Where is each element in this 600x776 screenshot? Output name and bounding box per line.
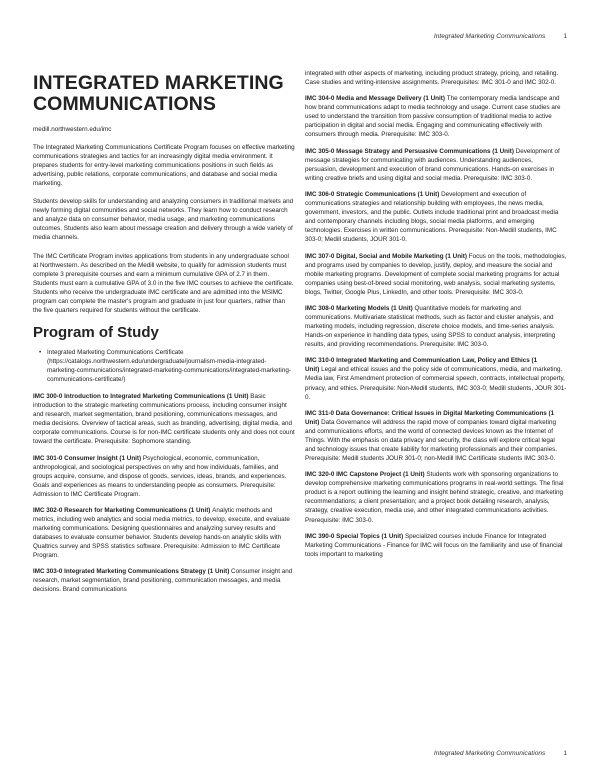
course-entry-imc-304 xyxy=(305,94,567,139)
course-title: IMC 305-0 Message Strategy and Persuasive Communications (1 Unit) xyxy=(305,147,514,155)
program-url[interactable]: medill.northwestern.edu/imc xyxy=(33,126,112,133)
course-description: Development of message strategies for communicating with audiences. Understanding audiences, persuasion, development and execution of brand communications. Hands-on exercises in writing creative briefs and using digital and social media. Prerequisite: IMC 303-0. xyxy=(305,147,560,182)
course-description: Students work with sponsoring organizations to develop comprehensive marketing communications programs in real-world settings. The final product is a report outlining the learning and insight behind strategic, creative, and marketing recommendations; a client presentation; and a project book detailing research, analysis, strategy, creative execution, media use, and other integrated communications activities. Prerequisite: IMC 303-0. xyxy=(305,471,564,524)
course-title: IMC 307-0 Digital, Social and Mobile Marketing (1 Unit) xyxy=(305,252,467,260)
course-entry-imc-303 xyxy=(33,567,295,594)
intro-paragraph: The Integrated Marketing Communications Certificate Program focuses on effective marketing communications strategies and tactics for an increasingly digital media environment. It prepares students for entry-level marketing communications positions in such fields as advertising, public relations, corporate communications, and database and social media marketing. xyxy=(33,144,295,188)
course-entry-imc-305 xyxy=(305,147,567,183)
course-entry-imc-300 xyxy=(33,392,295,446)
course-title: IMC 304-0 Media and Message Delivery (1 Unit) xyxy=(305,95,445,103)
course-title: IMC 320-0 IMC Capstone Project (1 Unit) xyxy=(305,471,425,479)
course-title: IMC 300-0 Introduction to Integrated Marketing Communications (1 Unit) xyxy=(33,393,249,401)
course-title: IMC 303-0 Integrated Marketing Communications Strategy (1 Unit) xyxy=(33,568,230,576)
running-header xyxy=(434,33,567,40)
course-title: IMC 308-0 Marketing Models (1 Unit) xyxy=(305,304,413,312)
program-list xyxy=(33,348,295,384)
course-description: Psychological, economic, communication, anthropological, and sociological perspectives on why and how individuals, families, and groups acquire, consume, and dispose of goods, services, ideas, brands, and experiences. Goals and experiences as means to understanding people as consumers. Prerequisite: Admission to IMC Certificate Program. xyxy=(33,454,287,498)
course-entry-imc-306 xyxy=(305,190,567,244)
course-description: Specialized courses include Finance for Integrated Marketing Communications - Finance for IMC will focus on the familiarity and use of financial tools important to marketing xyxy=(305,532,563,558)
course-title: IMC 302-0 Research for Marketing Communications (1 Unit) xyxy=(33,506,211,514)
course-title: IMC 390-0 Special Topics (1 Unit) xyxy=(305,532,404,540)
course-entry-imc-301 xyxy=(33,454,295,499)
course-description: Basic introduction to the strategic marketing communications process, including consumer insight and research, market segmentation, brand positioning, communications messages, and media decisions. Overview of tactical areas, such as branding, advertising, digital media, and corporate communications. Course is for non-IMC certificate students only and does not count toward the certificate. Prerequisite: Sophomore standing. xyxy=(33,393,295,446)
program-link-certificate[interactable]: • Integrated Marketing Communications Certificate (https://catalogs.northwestern.edu/undergraduate/journalism-media-integrated-marketing-communications/integrated-marketing-communications/integrated-marketing-communications-certificate/) xyxy=(39,348,295,384)
course-description: Analytic methods and metrics, including web analytics and social media metrics, to develop, execute, and evaluate marketing communications. Designing questionnaires and analyzing survey results and databases to evaluate consumer behavior. Students develop hands-on analytic skills with Qualtrics survey and SPSS statistics software. Prerequisite: Admission to IMC Certificate Program. xyxy=(33,506,290,560)
course-title: IMC 310-0 Integrated Marketing and Communication Law, Policy and Ethics (1 Unit) xyxy=(305,357,538,374)
course-description: Focus on the tools, methodologies, and programs used by companies to develop, justify, deploy, and measure the social and mobile marketing programs. Development of complete social marketing programs for actual companies using best-of-breed social monitoring, web analysis, social marketing systems, blogs, Twitter, Google Plus, LinkedIn, and other tools. Prerequisite: IMC 303-0. xyxy=(305,252,567,296)
course-title: IMC 306-0 Strategic Communications (1 Unit) xyxy=(305,191,440,199)
course-title: IMC 301-0 Consumer Insight (1 Unit) xyxy=(33,454,142,462)
course-description: Legal and ethical issues and the policy side of communications, media, and marketing. Media law, First Amendment protection of commercial speech, contracts, intellectual property, privacy, and ethics. Prerequisite: Non-Medill students, IMC 303-0; Medill students, JOUR 301-0. xyxy=(305,366,567,401)
running-header-page-number: 1 xyxy=(563,33,567,40)
course-title: IMC 311-0 Data Governance: Critical Issues in Digital Marketing Communications (1 Unit) xyxy=(305,409,555,426)
course-description: The contemporary media landscape and how brand communications adapt to media technology and usage. Current case studies are used to understand the transition from passive consumption of traditional media to active participation in digital and social media. Engaging and communicating effectively with consumers through media. Prerequisite: IMC 303-0. xyxy=(305,95,561,139)
course-entry-imc-302 xyxy=(33,506,295,560)
program-of-study-heading: Program of Study xyxy=(33,323,159,341)
running-footer-page-number: 1 xyxy=(563,750,567,757)
course-description: Quantitative models for marketing and communications. Multivariate statistical methods, such as factor and cluster analysis, and marketing models, including regression, discrete choice models, and time-series analysis. Hands-on experience in handling data types, using SPSS to conduct analysis, interpreting results, and providing recommendations. Prerequisite: IMC 303-0. xyxy=(305,304,556,349)
course-entry-imc-307 xyxy=(305,252,567,297)
course-description: Development and execution of communications strategies and relationship building with employees, the news media, government, investors, and the public. Outlets include traditional print and broadcast media and contemporary channels including blogs, social media platforms, and emerging technologies. Exercises in written communications. Prerequisite: Non-Medill students, IMC 303-0; Medill students, JOUR 301-0. xyxy=(305,191,559,244)
course-entry-imc-311 xyxy=(305,409,567,463)
left-column xyxy=(33,70,295,602)
course-entry-imc-308 xyxy=(305,304,567,349)
running-header-title: Integrated Marketing Communications xyxy=(433,33,546,40)
running-footer-title: Integrated Marketing Communications xyxy=(433,750,546,757)
course-entry-imc-310 xyxy=(305,356,567,401)
right-column xyxy=(305,69,567,566)
course-description: Consumer insight and research, market segmentation, brand positioning, communication messages, and media decisions. Brand communications xyxy=(33,568,293,594)
course-continuation: integrated with other aspects of marketing, including product strategy, pricing, and retailing. Case studies and writing-intensive assignments. Prerequisites: IMC 301-0 and IMC 302-0. xyxy=(305,70,559,87)
skills-paragraph: Students develop skills for understanding and analyzing consumers in traditional markets and newly forming digital communities and social networks. They learn how to conduct research and analyze data on consumer behavior, media usage, and marketing communications outcomes. Students also learn about message creation and delivery through a wide variety of media channels. xyxy=(33,198,294,242)
running-footer xyxy=(434,750,567,757)
course-description: Data Governance will address the rapid move of companies toward digital marketing and communications efforts, and the world of connected devices known as the Internet of Things. With the emphasis on data privacy and security, the class will explore critical legal and technology issues that create liability for marketing professionals and their companies. Prerequisite: Medill students JOUR 301-0; non-Medill IMC Certificate students IMC 303-0. xyxy=(305,418,558,463)
course-entry-imc-390 xyxy=(305,532,567,559)
page-title: INTEGRATED MARKETING COMMUNICATIONS xyxy=(33,72,284,115)
course-entry-imc-320 xyxy=(305,470,567,524)
admission-paragraph: The IMC Certificate Program invites applications from students in any undergraduate school at Northwestern. As described on the Medill website, to qualify for admission students must complete 3 prerequisite courses and earn a minimum cumulative GPA of 2.7 in them. Students must earn a cumulative GPA of 3.0 in the five IMC courses to achieve the certificate. Students who receive the undergraduate IMC certificate and are admitted into the MSIMC program can complete the master's program and graduate in just four quarters, rather than the five quarters required for students without the certificate. xyxy=(33,252,294,314)
